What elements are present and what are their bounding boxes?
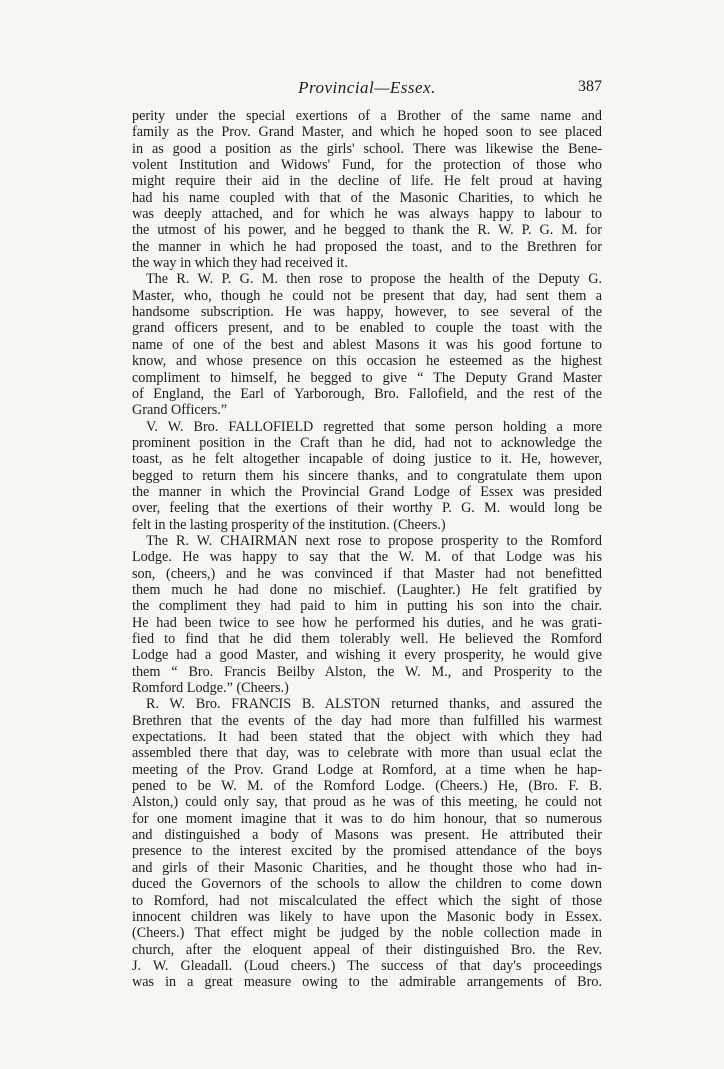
text-line: grand officers present, and to be enabled to couple the toast with the [132, 320, 602, 337]
text-line: the utmost of his power, and he begged to thank the R. W. P. G. M. for [132, 222, 602, 239]
text-line: begged to return them his sincere thanks, and to congratulate them upon [132, 467, 602, 484]
text-line: handsome subscription. He was happy, however, to see several of the [132, 304, 602, 321]
text-line: Alston,) could only say, that proud as he was of this meeting, he could not [132, 794, 602, 811]
text-line: for one moment imagine that it was to do him honour, that so numerous [132, 810, 602, 827]
text-line: know, and whose presence on this occasion he esteemed as the highest [132, 353, 602, 370]
text-line: had his name coupled with that of the Masonic Charities, to which he [132, 189, 602, 206]
text-line: presence to the interest excited by the promised attendance of the boys [132, 843, 602, 860]
text-line: of England, the Earl of Yarborough, Bro. Fallofield, and the rest of the [132, 385, 602, 402]
text-line: meeting of the Prov. Grand Lodge at Romford, at a time when he hap- [132, 761, 602, 778]
text-line: assembled there that day, was to celebrate with more than usual eclat the [132, 745, 602, 762]
text-line: over, feeling that the exertions of their worthy P. G. M. would long be [132, 500, 602, 517]
text-line: them “ Bro. Francis Beilby Alston, the W. M., and Prosperity to the [132, 663, 602, 680]
text-line: Master, who, though he could not be present that day, had sent them a [132, 287, 602, 304]
text-line: Lodge. He was happy to say that the W. M. of that Lodge was his [132, 549, 602, 566]
text-line: and girls of their Masonic Charities, and he thought those who had in- [132, 859, 602, 876]
text-line: prominent position in the Craft than he did, had not to acknowledge the [132, 434, 602, 451]
running-title: Provincial—Essex. [298, 78, 436, 97]
text-line: the manner in which he had proposed the toast, and to the Brethren for [132, 238, 602, 255]
text-line: Grand Officers.” [132, 402, 228, 419]
text-line: the manner in which the Provincial Grand Lodge of Essex was presided [132, 483, 602, 500]
page-header [132, 78, 602, 100]
text-line: son, (cheers,) and he was convinced if that Master had not benefitted [132, 565, 602, 582]
body-text [132, 108, 602, 991]
text-line: innocent children was likely to have upon the Masonic body in Essex. [132, 908, 602, 925]
text-line: the compliment they had paid to him in putting his son into the chair. [132, 598, 602, 615]
text-line: name of one of the best and ablest Masons it was his good fortune to [132, 336, 602, 353]
text-line: family as the Prov. Grand Master, and which he hoped soon to see placed [132, 124, 602, 141]
text-line: (Cheers.) That effect might be judged by the noble collection made in [132, 925, 602, 942]
text-line: volent Institution and Widows' Fund, for the protection of those who [132, 157, 602, 174]
text-line: was deeply attached, and for which he was always happy to labour to [132, 206, 602, 223]
text-line: in as good a position as the girls' school. There was likewise the Bene- [132, 140, 602, 157]
text-line: The R. W. P. G. M. then rose to propose the health of the Deputy G. [146, 271, 602, 288]
text-line: J. W. Gleadall. (Loud cheers.) The success of that day's proceedings [132, 957, 602, 974]
text-line: Romford Lodge.” (Cheers.) [132, 680, 289, 697]
text-line: perity under the special exertions of a Brother of the same name and [132, 108, 602, 124]
text-line: expectations. It had been stated that the object with which they had [132, 729, 602, 746]
text-line: compliment to himself, he begged to give “ The Deputy Grand Master [132, 369, 602, 386]
text-line: might require their aid in the decline of life. He felt proud at having [132, 173, 602, 190]
text-line: R. W. Bro. FRANCIS B. ALSTON returned thanks, and assured the [146, 696, 602, 713]
page-number: 387 [578, 78, 602, 95]
text-line: to Romford, had not miscalculated the effect which the sight of those [132, 892, 602, 909]
text-line: and distinguished a body of Masons was present. He attributed their [132, 827, 602, 844]
text-line: duced the Governors of the schools to allow the children to come down [132, 876, 602, 893]
text-line: toast, as he felt altogether incapable of doing justice to it. He, however, [132, 451, 602, 468]
text-line: He had been twice to see how he performed his duties, and he was grati- [132, 614, 602, 631]
text-line: felt in the lasting prosperity of the institution. (Cheers.) [132, 516, 446, 533]
text-line: the way in which they had received it. [132, 255, 348, 272]
text-line: Brethren that the events of the day had more than fulfilled his warmest [132, 712, 602, 729]
text-line: them much he had done no mischief. (Laughter.) He felt gratified by [132, 581, 602, 598]
text-line: was in a great measure owing to the admirable arrangements of Bro. [132, 974, 602, 991]
text-line: fied to find that he did them tolerably well. He believed the Romford [132, 631, 602, 647]
text-line: Lodge had a good Master, and wishing it every prosperity, he would give [132, 647, 602, 664]
text-line: church, after the eloquent appeal of their distinguished Bro. the Rev. [132, 941, 602, 958]
text-line: The R. W. CHAIRMAN next rose to propose prosperity to the Romford [146, 532, 602, 549]
text-line: V. W. Bro. FALLOFIELD regretted that some person holding a more [146, 418, 602, 435]
text-line: pened to be W. M. of the Romford Lodge. (Cheers.) He, (Bro. F. B. [132, 778, 602, 795]
